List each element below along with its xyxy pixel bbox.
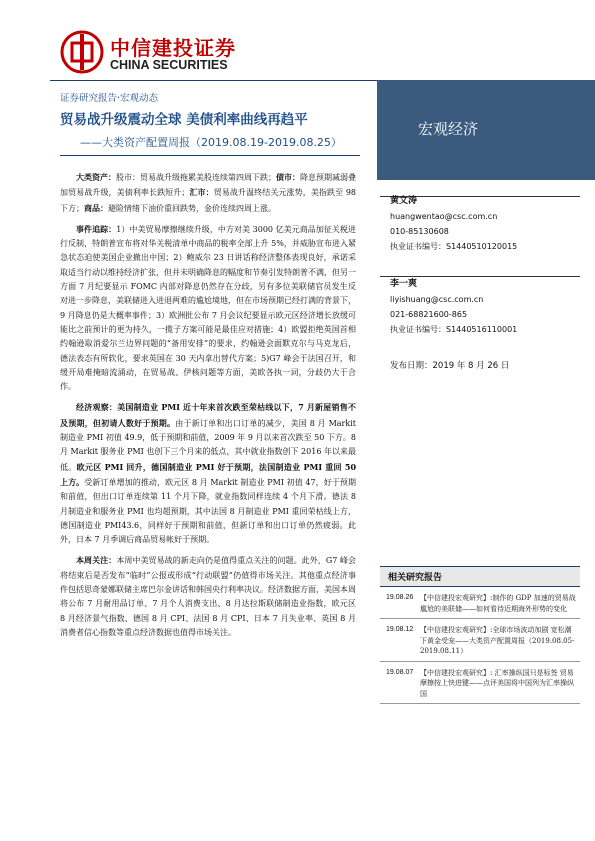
related-date: 19.08.07 — [386, 668, 414, 676]
data-label: 经济观察： — [76, 402, 118, 413]
report-subtitle: ——大类资产配置周报（2019.08.19-2019.08.25） — [80, 136, 342, 149]
report-title: 贸易战升级震动全球 美债利率曲线再趋平 — [60, 112, 308, 128]
author-2 — [390, 277, 517, 337]
data-us-text: 由于新订单和出口订单的减少，美国 8 月 Markit 制造业 PMI 初值 49.9，低于预期和前值，2009 年 9 月以来首次跌至 50 下方。8 月 Markit 服务业 PMI 也创下三个月来的低点，其中就业指数创下 2016 年以来最低。 — [60, 418, 357, 472]
author-email[interactable]: liyishuang@csc.com.cn — [390, 295, 484, 304]
data-eu-text: 受新订单增加的推动，欧元区 8 月 Markit 制造业 PMI 初值 47，好于预期和前值，但出口订单连续第 11 个月下降，就业指数同样连续 4 个月下滑。德法 8 月制造业和服务业 PMI 也均超预期，其中法国 8 月制造业 PMI 重回荣枯线上方，德国制造业 PMI43.6，同样好于预期和前值，但新订单和出口订单仍然疲弱。此外，日本 7 月季调后商品贸易帐好于预期。 — [60, 477, 356, 545]
focus-label: 本周关注： — [76, 555, 117, 566]
title-rule — [60, 155, 360, 156]
focus-paragraph — [60, 553, 356, 640]
summary-stocks: 股市：贸易战升级拖累美股连续第四周下跌； — [116, 173, 276, 182]
focus-text: 本周中美贸易战的新走向仍是值得重点关注的问题。此外，G7 峰会将结束后是否发布“临时”公报或形成“行动联盟”仍值得市场关注。其他重点经济事件包括思奇蒙娜联储主席巴尔金讲话和韩国央行利率决议。经济数据方面，美国本周将公布 7 月耐用品订单、7 月个人消费支出、8 月达拉斯联储制造业指数，欧元区 8 月经济景气指数、德国 8 月 CPI、法国 8 月 CPI、日本 7 月失业率、英国 8 月消费者信心指数等重点经济数据也值得市场关注。 — [60, 556, 357, 637]
related-text: 【中信建投宏观研究】:全球市场波动加剧 宽松潮下黄金受宠——大类资产配置周报（2019.08.05-2019.08.11） — [420, 626, 575, 655]
report-type: 证券研究报告·宏观动态 — [60, 93, 159, 104]
summary-label: 大类资产： — [76, 172, 116, 182]
summary-commodity: 避险情绪下油价重回跌势，金价连续四周上涨。 — [108, 203, 276, 213]
category-title: 宏观经济 — [418, 120, 479, 138]
related-item[interactable] — [380, 619, 580, 662]
related-date: 19.08.26 — [386, 594, 414, 601]
events-text: 1）中美贸易摩擦继续升级，中方对美 3000 亿美元商品加征关税进行反制，特朗普宣布将对华关税清单中商品的税率全部上升 5%，并威胁宣布进入紧急状态迫使美国企业撤出中国；2）鲍威尔 23 日讲话称经济整体表现良好，承诺采取适当行动以维持经济扩张，但并未明确降息的幅度和节奏引发特朗普不满，但另一方面 7 月纪要显示 FOMC 内部对降息仍然存在分歧，另有多位美联储官员发生反对进一步降息，美联储进入进退两难的尴尬境地，但在市场预期已经打满的背景下，9 月降息仍是大概率事件；3）欧洲批公布 7 月会议纪要显示欧元区经济增长放缓可能比之前预计的更为持久，一揽子方案可能是最佳应对措施；4）欧盟拒绝英国首相约翰逊取消爱尔兰边界问题的“备用安排”的要求，约翰逊会面默克尔与马克龙后，德法表态有所软化，要求英国在 30 天内拿出替代方案；5)G7 峰会于法国召开，和缓开局难掩暗流涌动，在贸易战、伊核问题等方面，美欧各执一词，分歧仍大于合作。 — [60, 224, 356, 392]
publish-label: 发布日期： — [390, 361, 433, 371]
related-title: 相关研究报告 — [380, 566, 580, 587]
related-research — [380, 566, 580, 704]
author-name: 黄文涛 — [390, 196, 418, 206]
related-item[interactable] — [380, 662, 580, 705]
data-paragraph — [60, 400, 356, 547]
data-highlight-us: 美国制造业 PMI 近十年来首次跌至荣枯线以下，7 月新屋销售不及预期，但初请人数好于预期。 — [60, 402, 356, 428]
related-text: 【中信建投宏观研究】:制作的 GDP 加速的贸易战 尴尬的美联储——如何看待近期海外形势的变化 — [420, 594, 576, 613]
author-cert: 执业证书编号：S1440516110001 — [390, 325, 518, 334]
summary-bonds-label: 债市： — [276, 172, 300, 182]
summary-fx-label: 汇市： — [189, 187, 214, 198]
author-name: 李一爽 — [390, 279, 418, 289]
author-phone: 010-85130608 — [390, 227, 449, 236]
author-cert: 执业证书编号：S1440510120015 — [390, 242, 518, 251]
summary-paragraph — [60, 170, 356, 216]
publish-date — [390, 359, 509, 371]
publish-value: 2019 年 8 月 26 日 — [432, 361, 510, 371]
author-email[interactable]: huangwentao@csc.com.cn — [390, 212, 498, 221]
events-label: 事件追踪： — [76, 223, 117, 234]
author-1 — [390, 194, 517, 254]
brand-logo — [60, 30, 260, 78]
related-date: 19.08.12 — [386, 626, 414, 633]
summary-commodity-label: 商品： — [84, 202, 108, 213]
data-highlight-eu: 欧元区 PMI 回升，德国制造业 PMI 好于预期，法国制造业 PMI 重回 50 上方。 — [60, 461, 357, 487]
china-securities-logo-icon — [60, 30, 104, 74]
summary-fx: 贸易战升温终结关元涨势，美指跌至 98 下方； — [60, 188, 356, 213]
brand-name-cn: 中信建投证券 — [110, 36, 236, 60]
author-phone: 021-68821600-865 — [390, 310, 468, 319]
brand-name-en: CHINA SECURITIES — [110, 58, 228, 72]
events-paragraph — [60, 222, 356, 395]
related-item[interactable] — [380, 587, 580, 619]
report-body — [60, 170, 356, 646]
category-band — [377, 80, 595, 180]
summary-bonds: 降息预期减弱叠加贸易战升级，美债利率长跌短升； — [60, 173, 356, 198]
related-text: 【中信建投宏观研究】: 汇率操纵国只是标签 贸易摩擦按上快进键——点评美国将中国列为汇率操纵国 — [420, 668, 574, 698]
